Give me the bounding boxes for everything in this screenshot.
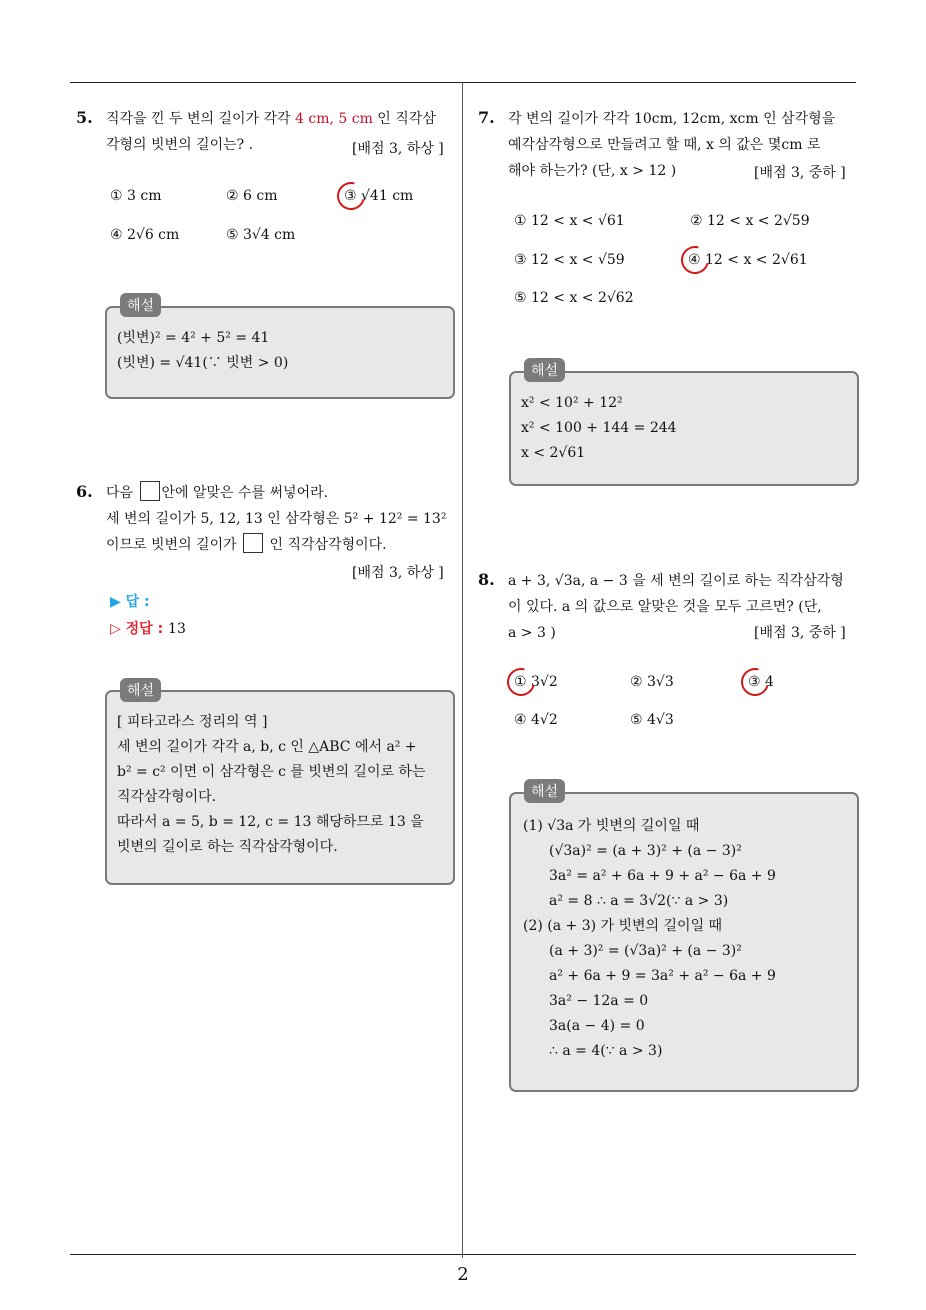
q6-sol-line: 직각삼각형이다. bbox=[117, 789, 217, 805]
q6-sol-line: 따라서 a = 5, b = 12, c = 13 해당하므로 13 을 bbox=[117, 814, 424, 830]
q8-sol-line: a² + 6a + 9 = 3a² + a² − 6a + 9 bbox=[549, 968, 776, 984]
q5-text-c: 인 직각삼 bbox=[372, 111, 436, 127]
q8-sol-line: a² = 8 ∴ a = 3√2(∵ a > 3) bbox=[549, 893, 729, 909]
q6-solution-box bbox=[105, 690, 455, 885]
bottom-rule bbox=[70, 1254, 856, 1255]
q8-choice-3[interactable] bbox=[748, 674, 774, 690]
q8-choice-5[interactable]: ⑤ 4√3 bbox=[630, 712, 674, 728]
q7-solution-tag: 해설 bbox=[524, 358, 565, 382]
q6-solution-tag: 해설 bbox=[120, 678, 161, 702]
q5-choice-2[interactable]: ② 6 cm bbox=[226, 188, 278, 204]
q8-text-line: 이 있다. a 의 값으로 알맞은 것을 모두 고르면? (단, bbox=[508, 599, 822, 615]
q7-sol-line: x² < 10² + 12² bbox=[521, 395, 623, 411]
q5-choice-3-value: √41 cm bbox=[356, 188, 414, 204]
q6-correct-answer bbox=[110, 618, 186, 638]
q8-solution-box bbox=[509, 792, 859, 1092]
q6-text-line2: 세 변의 길이가 5, 12, 13 인 삼각형은 5² + 12² = 13² bbox=[106, 511, 447, 527]
q8-text-line: a + 3, √3a, a − 3 을 세 변의 길이로 하는 직각삼각형 bbox=[508, 573, 844, 589]
question-6-text bbox=[106, 480, 446, 558]
q6-sol-line: 빗변의 길이로 하는 직각삼각형이다. bbox=[117, 839, 338, 855]
q7-text-line: 각 변의 길이가 각각 10cm, 12cm, xcm 인 삼각형을 bbox=[508, 111, 836, 127]
q8-solution-tag: 해설 bbox=[524, 779, 565, 803]
question-7-number: 7. bbox=[478, 108, 495, 127]
q7-solution-box bbox=[509, 371, 859, 486]
q5-choice-4[interactable]: ④ 2√6 cm bbox=[110, 227, 180, 243]
q6-correct-label: ▷ 정답 : bbox=[110, 621, 164, 637]
q7-choice-2[interactable]: ② 12 < x < 2√59 bbox=[690, 213, 810, 229]
q7-meta: [배점 3, 중하 ] bbox=[754, 165, 846, 181]
q5-solution-body bbox=[117, 326, 288, 376]
q8-sol-line: (a + 3)² = (√3a)² + (a − 3)² bbox=[549, 943, 742, 959]
question-6-number: 6. bbox=[76, 482, 93, 501]
q6-sol-line: [ 피타고라스 정리의 역 ] bbox=[117, 714, 268, 730]
column-divider bbox=[462, 82, 463, 1258]
q8-selected-circle-3: ③ bbox=[748, 674, 761, 690]
q7-selected-circle: ④ bbox=[688, 252, 701, 268]
q5-choice-5[interactable]: ⑤ 3√4 cm bbox=[226, 227, 296, 243]
q6-meta: [배점 3, 하상 ] bbox=[352, 565, 444, 581]
q7-choice-3[interactable]: ③ 12 < x < √59 bbox=[514, 252, 625, 268]
q8-sol-line: 3a² − 12a = 0 bbox=[549, 993, 649, 1009]
q5-text-a: 직각을 낀 두 변의 길이가 각각 bbox=[106, 111, 295, 127]
top-rule bbox=[70, 82, 856, 83]
q5-text-line2: 각형의 빗변의 길이는? . bbox=[106, 137, 254, 153]
page-number: 2 bbox=[457, 1264, 469, 1285]
q6-solution-body bbox=[117, 710, 425, 860]
q7-text-line: 해야 하는가? (단, x > 12 ) bbox=[508, 163, 677, 179]
q8-sol-line: ∴ a = 4(∵ a > 3) bbox=[549, 1043, 663, 1059]
q7-sol-line: x² < 100 + 144 = 244 bbox=[521, 420, 677, 436]
q8-choice-4[interactable]: ④ 4√2 bbox=[514, 712, 558, 728]
q8-choice-1-value: 3√2 bbox=[526, 674, 558, 690]
q5-meta: [배점 3, 하상 ] bbox=[352, 141, 444, 157]
q8-sol-line: 3a² = a² + 6a + 9 + a² − 6a + 9 bbox=[549, 868, 776, 884]
q7-choice-1[interactable]: ① 12 < x < √61 bbox=[514, 213, 625, 229]
q8-choice-1[interactable] bbox=[514, 674, 558, 690]
q6-sol-line: b² = c² 이면 이 삼각형은 c 를 빗변의 길이로 하는 bbox=[117, 764, 426, 780]
q7-choice-4-value: 12 < x < 2√61 bbox=[700, 252, 808, 268]
q6-text-line3b: 인 직각삼각형이다. bbox=[265, 537, 387, 553]
q6-text-line3a: 이므로 빗변의 길이가 bbox=[106, 537, 242, 553]
q8-sol-line: (1) √3a 가 빗변의 길이일 때 bbox=[523, 818, 700, 834]
q6-text-a: 다음 bbox=[106, 485, 138, 501]
q8-solution-body bbox=[523, 814, 776, 1064]
q5-choice-3[interactable] bbox=[344, 188, 413, 204]
blank-box bbox=[140, 481, 160, 501]
q8-sol-line: 3a(a − 4) = 0 bbox=[549, 1018, 645, 1034]
q6-correct-value: 13 bbox=[168, 621, 186, 637]
question-8-number: 8. bbox=[478, 570, 495, 589]
q5-solution-box bbox=[105, 306, 455, 399]
q7-text-line: 예각삼각형으로 만들려고 할 때, x 의 값은 몇cm 로 bbox=[508, 137, 821, 153]
q5-choice-1[interactable]: ① 3 cm bbox=[110, 188, 162, 204]
q8-choice-2[interactable]: ② 3√3 bbox=[630, 674, 674, 690]
q6-sol-line: 세 변의 길이가 각각 a, b, c 인 △ABC 에서 a² + bbox=[117, 739, 417, 755]
q8-text-line: a > 3 ) bbox=[508, 625, 556, 641]
q5-selected-circle: ③ bbox=[344, 188, 357, 204]
q8-meta: [배점 3, 중하 ] bbox=[754, 625, 846, 641]
q8-choice-3-value: 4 bbox=[760, 674, 774, 690]
q8-sol-line: (√3a)² = (a + 3)² + (a − 3)² bbox=[549, 843, 742, 859]
q5-lengths: 4 cm, 5 cm bbox=[295, 111, 373, 127]
q7-choice-4[interactable] bbox=[688, 252, 808, 268]
q5-solution-tag: 해설 bbox=[120, 293, 161, 317]
q7-choice-5[interactable]: ⑤ 12 < x < 2√62 bbox=[514, 290, 634, 306]
q7-solution-body bbox=[521, 391, 677, 466]
q6-answer-label: ▶ 답 : bbox=[110, 594, 150, 610]
q6-text-b: 안에 알맞은 수를 써넣어라. bbox=[161, 485, 329, 501]
q5-sol-line: (빗변)² = 4² + 5² = 41 bbox=[117, 330, 270, 346]
q8-sol-line: (2) (a + 3) 가 빗변의 길이일 때 bbox=[523, 918, 723, 934]
q7-sol-line: x < 2√61 bbox=[521, 445, 586, 461]
q5-sol-line: (빗변) = √41(∵ 빗변 > 0) bbox=[117, 355, 289, 371]
q8-selected-circle-1: ① bbox=[514, 674, 527, 690]
question-5-number: 5. bbox=[76, 108, 93, 127]
blank-box bbox=[243, 533, 263, 553]
